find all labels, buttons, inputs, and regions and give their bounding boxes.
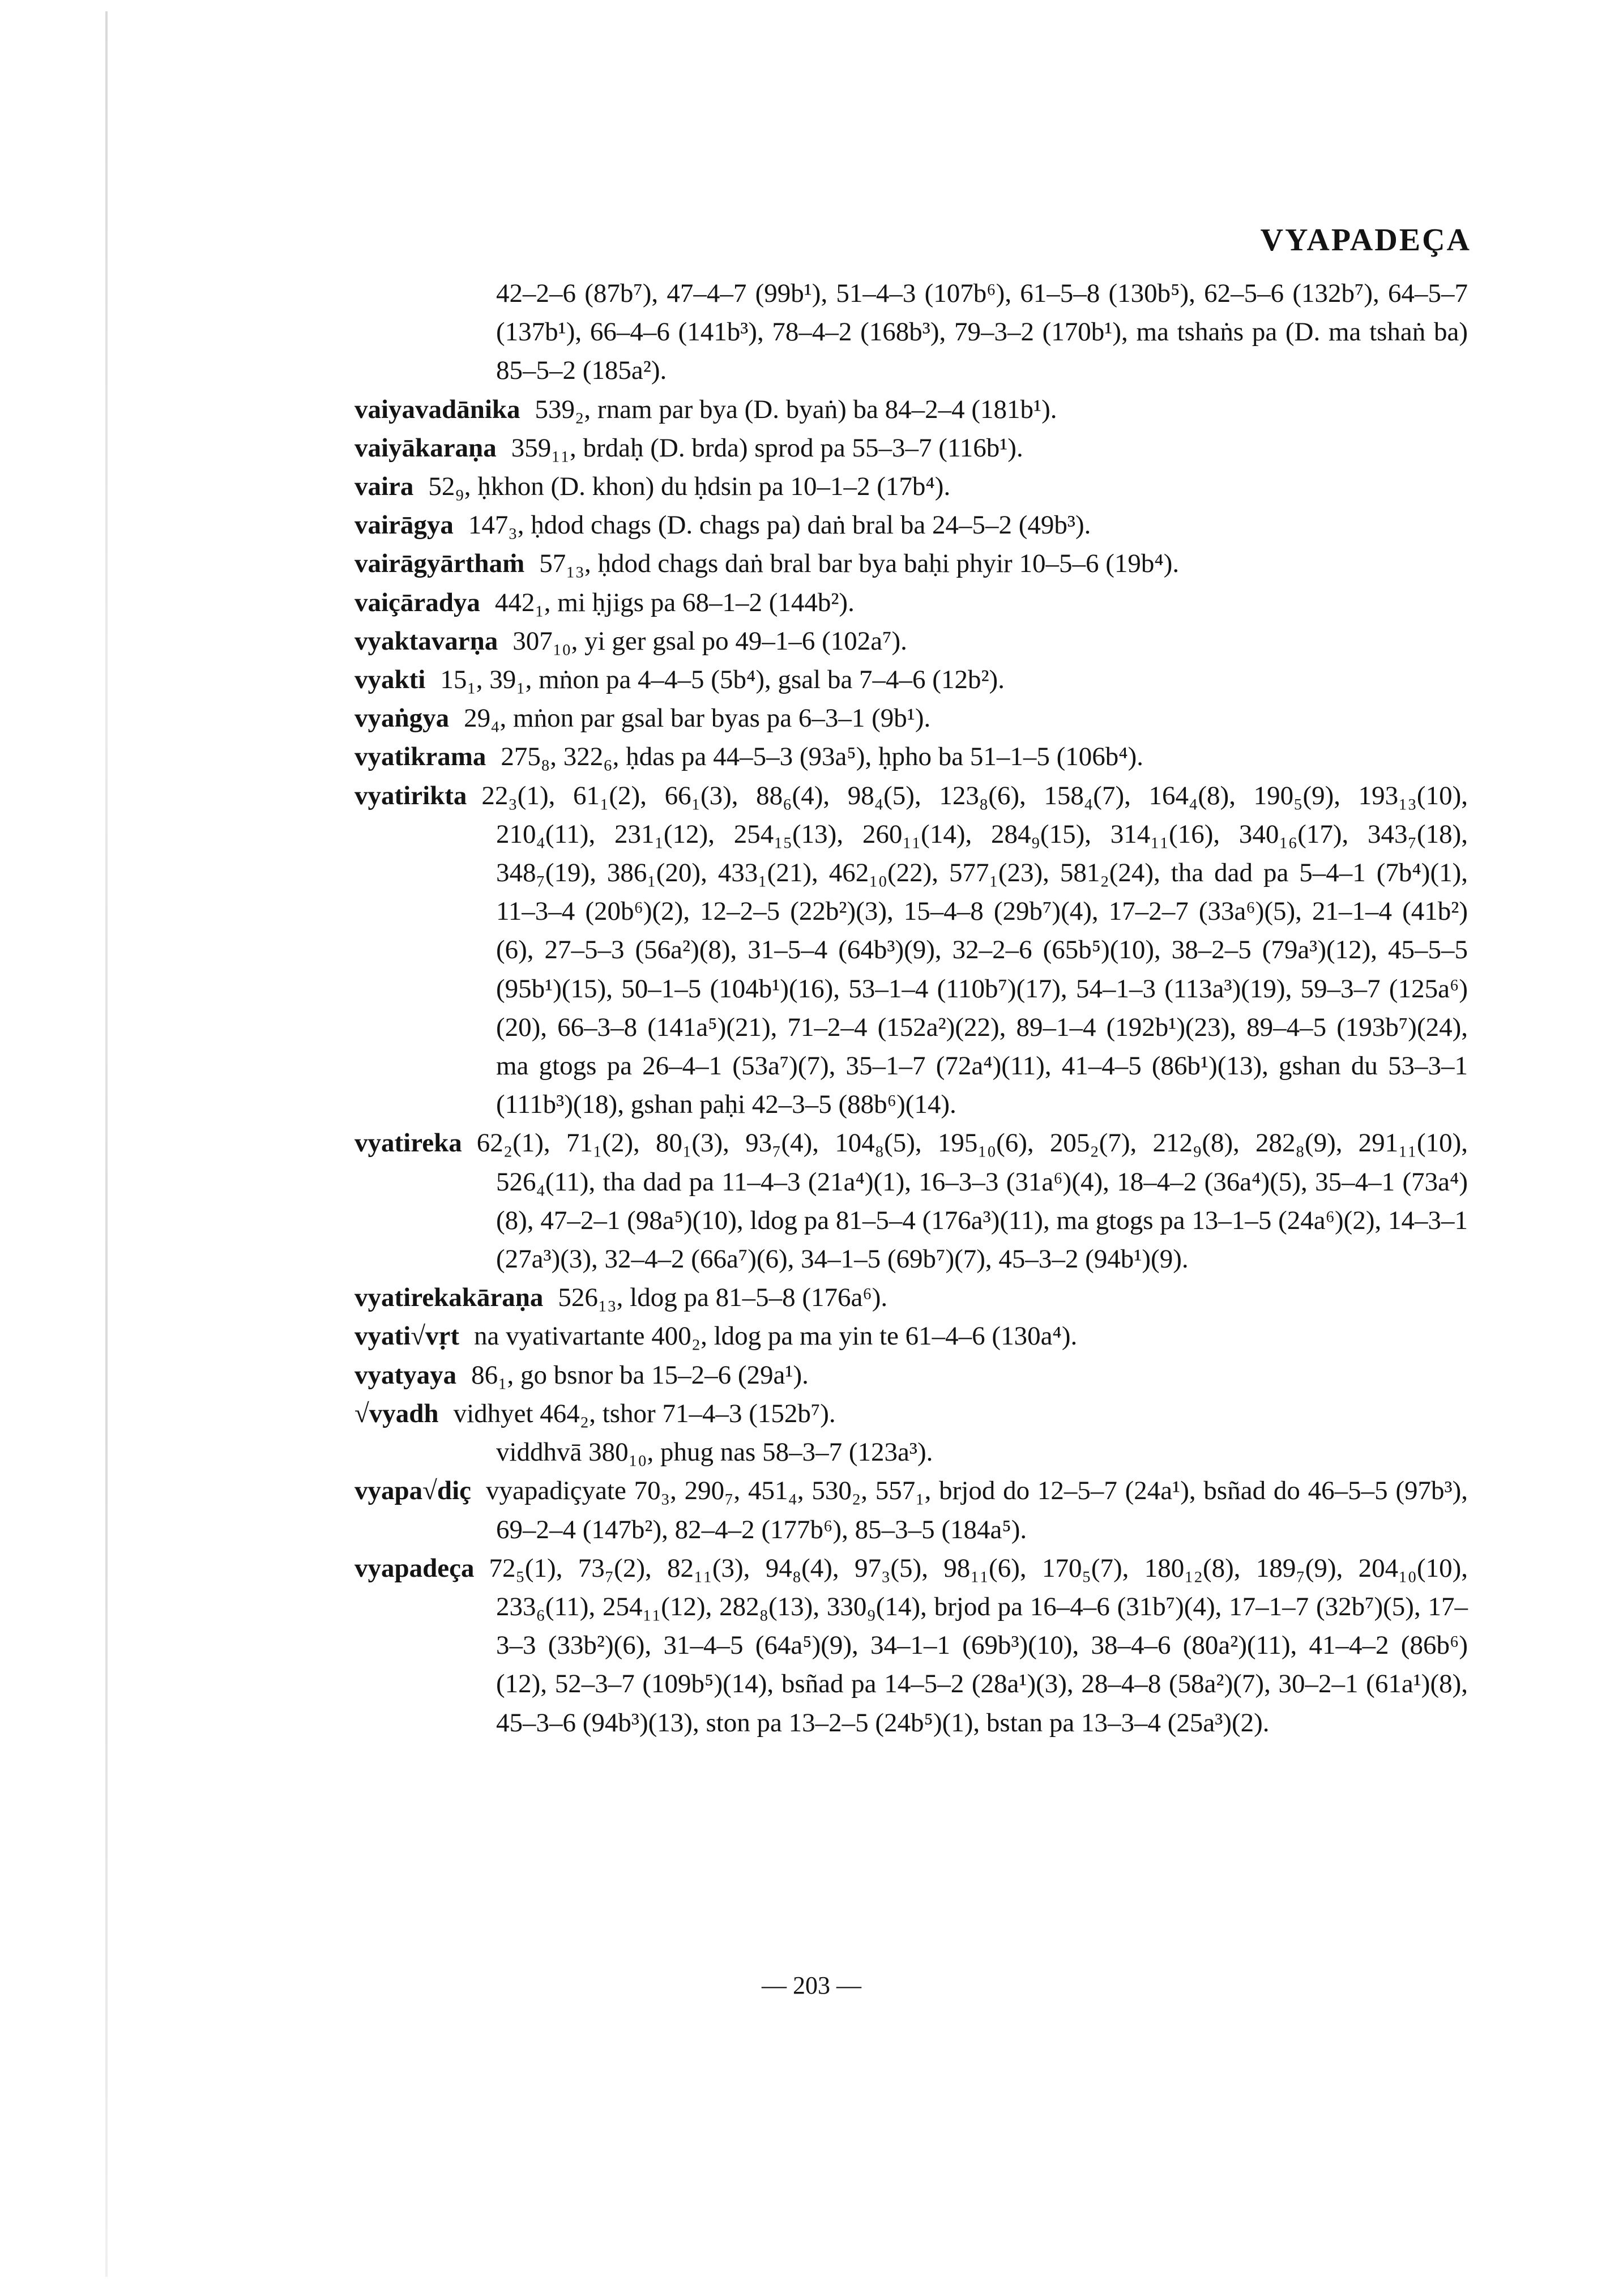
- entry-text: vyapadiçyate 70₃, 290₇, 451₄, 530₂, 557₁, brjod do 12–5–7 (24a¹), bsñad do 46–5–5 (97b³), 69–2–4 (147b²), 82–4–2 (177b⁶), 85–3–5 (184a⁵).: [486, 1476, 1468, 1544]
- entry: [355, 506, 1468, 544]
- entry-text: 86₁, go bsnor ba 15–2–6 (29a¹).: [471, 1360, 809, 1390]
- page-number: — 203 —: [762, 1971, 861, 1999]
- headword: vaiyavadānika: [355, 394, 520, 424]
- entry-text: 526₁₃, ldog pa 81–5–8 (176a⁶).: [558, 1283, 888, 1313]
- entry: [355, 390, 1468, 429]
- headword: √vyadh: [355, 1398, 439, 1428]
- headword: vairāgyārthaṁ: [355, 549, 525, 579]
- entry-text: 275₈, 322₆, ḥdas pa 44–5–3 (93a⁵), ḥpho ba 51–1–5 (106b⁴).: [501, 742, 1144, 772]
- headword: vaiçāradya: [355, 587, 480, 617]
- entry: [355, 1356, 1468, 1394]
- entry-text: 307₁₀, yi ger gsal po 49–1–6 (102a⁷).: [512, 626, 907, 656]
- headword: vyaṅgya: [355, 703, 450, 733]
- entry: [355, 544, 1468, 583]
- entry-text: 147₃, ḥdod chags (D. chags pa) daṅ bral ba 24–5–2 (49b³).: [468, 510, 1091, 540]
- entry: [355, 1124, 1468, 1278]
- headword: vaiyākaraṇa: [355, 433, 497, 463]
- entry: [355, 1471, 1468, 1548]
- entry-text: vidhyet 464₂, tshor 71–4–3 (152b⁷).: [453, 1398, 836, 1428]
- entry: [355, 583, 1468, 622]
- entry-text: 62₂(1), 71₁(2), 80₁(3), 93₇(4), 104₈(5), 195₁₀(6), 205₂(7), 212₉(8), 282₈(9), 291₁₁(10), 526₄(11), tha dad pa 11–4–3 (21a⁴)(1), 16–3–3 (31a⁶)(4), 18–4–2 (36a⁴)(5), 35–4–1 (73a⁴)(8), 47–2–1 (98a⁵)(10), ldog pa 81–5–4 (176a³)(11), ma gtogs pa 13–1–5 (24a⁶)(2), 14–3–1 (27a³)(3), 32–4–2 (66a⁷)(6), 34–1–5 (69b⁷)(7), 45–3–2 (94b¹)(9).: [476, 1128, 1468, 1274]
- entry-text: na vyativartante 400₂, ldog pa ma yin te 61–4–6 (130a⁴).: [474, 1321, 1078, 1351]
- entry-subform: [355, 1433, 1468, 1471]
- entry-text: 15₁, 39₁, mṅon pa 4–4–5 (5b⁴), gsal ba 7–4–6 (12b²).: [440, 665, 1005, 695]
- entry: [355, 660, 1468, 699]
- headword: vairāgya: [355, 510, 454, 540]
- running-head: VYAPADEÇA: [1260, 223, 1471, 258]
- entry: [355, 429, 1468, 467]
- entry: [355, 737, 1468, 776]
- headword: vyati√vṛt: [355, 1321, 460, 1351]
- entry: [355, 1278, 1468, 1317]
- headword: vaira: [355, 472, 414, 502]
- entry: [355, 1549, 1468, 1742]
- headword: vyapadeça: [355, 1553, 475, 1583]
- entry: [355, 1317, 1468, 1355]
- margin-rule: [105, 11, 108, 2277]
- entry: [355, 699, 1468, 737]
- entry-text: 359₁₁, brdaḥ (D. brda) sprod pa 55–3–7 (116b¹).: [511, 433, 1023, 463]
- entry: [355, 622, 1468, 660]
- entry-text: 72₅(1), 73₇(2), 82₁₁(3), 94₈(4), 97₃(5), 98₁₁(6), 170₅(7), 180₁₂(8), 189₇(9), 204₁₀(10), 233₆(11), 254₁₁(12), 282₈(13), 330₉(14), brjod pa 16–4–6 (31b⁷)(4), 17–1–7 (32b⁷)(5), 17–3–3 (33b²)(6), 31–4–5 (64a⁵)(9), 34–1–1 (69b³)(10), 38–4–6 (80a²)(11), 41–4–2 (86b⁶)(12), 52–3–7 (109b⁵)(14), bsñad pa 14–5–2 (28a¹)(3), 28–4–8 (58a²)(7), 30–2–1 (61a¹)(8), 45–3–6 (94b³)(13), ston pa 13–2–5 (24b⁵)(1), bstan pa 13–3–4 (25a³)(2).: [489, 1553, 1468, 1738]
- entry: [355, 1394, 1468, 1433]
- headword: vyatirikta: [355, 780, 467, 810]
- headword: vyakti: [355, 665, 426, 695]
- entry: [355, 467, 1468, 506]
- dictionary-entries: [355, 274, 1468, 1742]
- entry-text: 22₃(1), 61₁(2), 66₁(3), 88₆(4), 98₄(5), 123₈(6), 158₄(7), 164₄(8), 190₅(9), 193₁₃(10), 210₄(11), 231₁(12), 254₁₅(13), 260₁₁(14), 284₉(15), 314₁₁(16), 340₁₆(17), 343₇(18), 348₇(19), 386₁(20), 433₁(21), 462₁₀(22), 577₁(23), 581₂(24), tha dad pa 5–4–1 (7b⁴)(1), 11–3–4 (20b⁶)(2), 12–2–5 (22b²)(3), 15–4–8 (29b⁷)(4), 17–2–7 (33a⁶)(5), 21–1–4 (41b²)(6), 27–5–3 (56a²)(8), 31–5–4 (64b³)(9), 32–2–6 (65b⁵)(10), 38–2–5 (79a³)(12), 45–5–5 (95b¹)(15), 50–1–5 (104b¹)(16), 53–1–4 (110b⁷)(17), 54–1–3 (113a³)(19), 59–3–7 (125a⁶)(20), 66–3–8 (141a⁵)(21), 71–2–4 (152a²)(22), 89–1–4 (192b¹)(23), 89–4–5 (193b⁷)(24), ma gtogs pa 26–4–1 (53a⁷)(7), 35–1–7 (72a⁴)(11), 41–4–5 (86b¹)(13), gshan du 53–3–1 (111b³)(18), gshan paḥi 42–3–5 (88b⁶)(14).: [481, 780, 1468, 1120]
- entry-text: 52₉, ḥkhon (D. khon) du ḥdsin pa 10–1–2 (17b⁴).: [428, 472, 951, 502]
- entry-text: 57₁₃, ḥdod chags daṅ bral bar bya baḥi phyir 10–5–6 (19b⁴).: [539, 549, 1180, 579]
- entry: [355, 776, 1468, 1124]
- headword: vyatyaya: [355, 1360, 457, 1390]
- headword: vyapa√diç: [355, 1476, 471, 1506]
- entry-text: 29₄, mṅon par gsal bar byas pa 6–3–1 (9b¹).: [464, 703, 931, 733]
- entry-text: viddhvā 380₁₀, phug nas 58–3–7 (123a³).: [496, 1437, 933, 1467]
- headword: vyatirekakāraṇa: [355, 1283, 544, 1313]
- entry-text: 442₁, mi ḥjigs pa 68–1–2 (144b²).: [494, 587, 855, 617]
- headword: vyatikrama: [355, 742, 486, 772]
- entry-text: 42–2–6 (87b⁷), 47–4–7 (99b¹), 51–4–3 (107b⁶), 61–5–8 (130b⁵), 62–5–6 (132b⁷), 64–5–7 (137b¹), 66–4–6 (141b³), 78–4–2 (168b³), 79–3–2 (170b¹), ma tshaṅs pa (D. ma tshaṅ ba) 85–5–2 (185a²).: [496, 279, 1468, 386]
- headword: vyatireka: [355, 1128, 462, 1158]
- headword: vyaktavarṇa: [355, 626, 498, 656]
- entry-continuation: [355, 274, 1468, 390]
- entry-text: 539₂, rnam par bya (D. byaṅ) ba 84–2–4 (181b¹).: [535, 394, 1057, 424]
